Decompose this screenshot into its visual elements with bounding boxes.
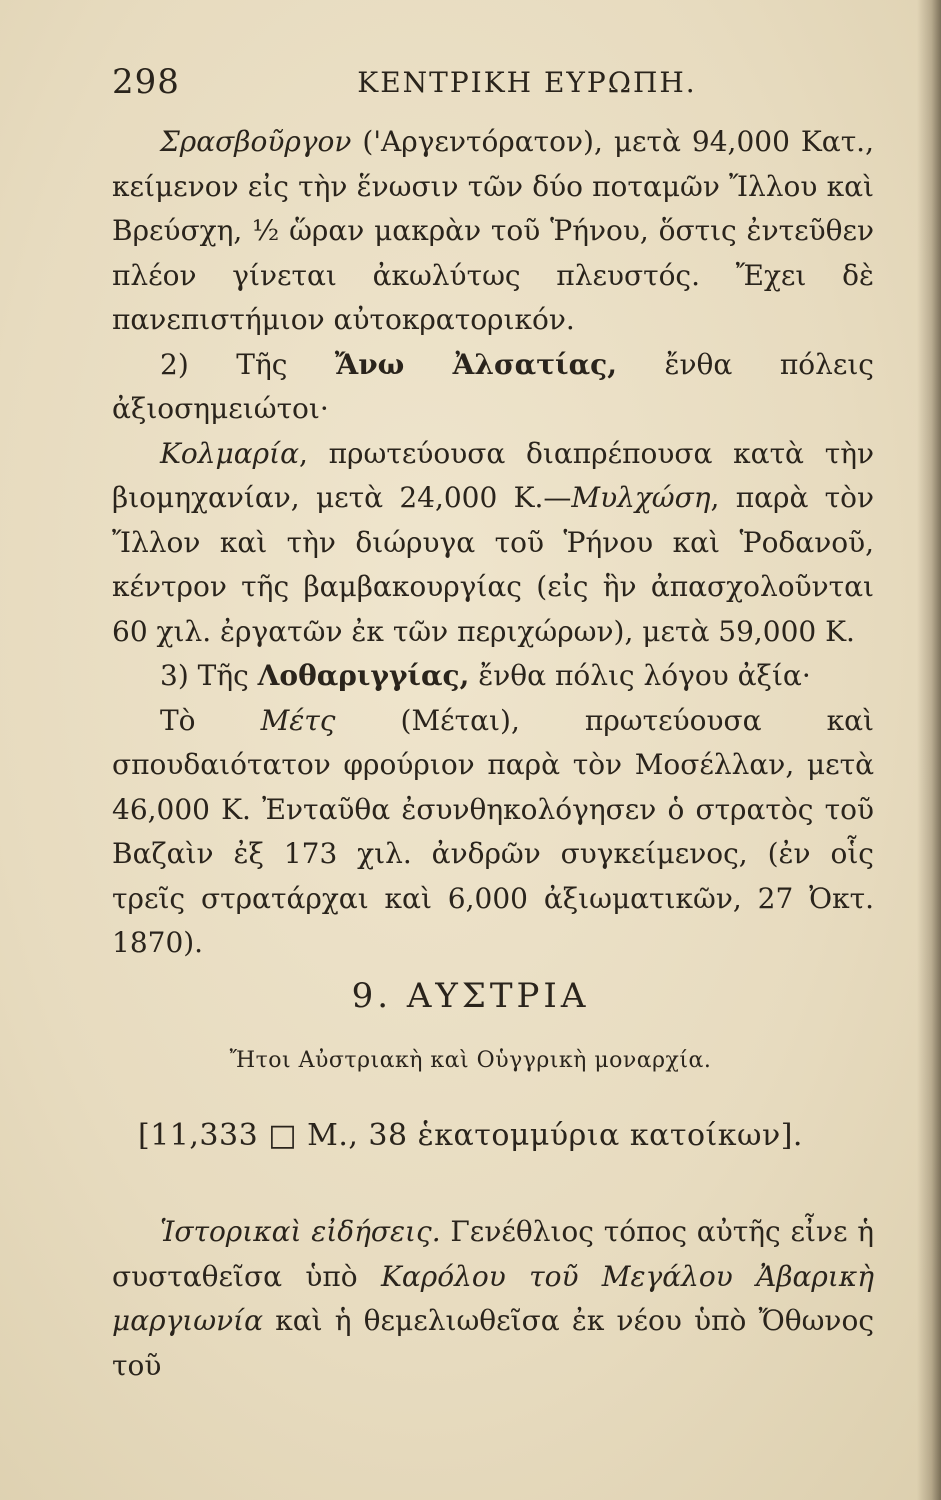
section-number: 2) Τῆς: [160, 347, 335, 381]
paragraph-text: (Μέται), πρωτεύουσα καὶ σπουδαιότατον φρούριον παρὰ τὸν Μοσέλλαν, μετὰ 46,000 Κ. Ἐνταῦθα ἐσυνθηκολόγησεν ὁ στρατὸς τοῦ Βαζαὶν ἐξ 173 χιλ. ἀνδρῶν συγκείμενος, (ἐν οἷς τρεῖς στρατάρχαι καὶ 6,000 ἀξιωματικῶν, 27 Ὀκτ. 1870).: [112, 703, 874, 959]
page-edge-shadow: [917, 0, 941, 1500]
place-name: Μυλχώση: [571, 481, 711, 514]
region-name: Ἄνω Ἀλσατίας,: [334, 347, 617, 381]
paragraph-text: , παρὰ τὸν Ἴλλον καὶ τὴν διώρυγα τοῦ Ῥήνου καὶ Ῥοδανοῦ, κέντρον τῆς βαμβακουργίας (εἰς ἣν ἀπασχολοῦνται 60 χιλ. ἐργατῶν ἐκ τῶν περιχώρων), μετὰ 59,000 Κ.: [112, 481, 875, 648]
paragraph-text: καὶ ἡ θεμελιωθεῖσα ἐκ νέου ὑπὸ Ὄθωνος τοῦ: [112, 1304, 874, 1382]
history-lead: Ἱστορικαὶ εἰδήσεις.: [160, 1215, 441, 1248]
paragraph-text: ('Αργεντόρατον), μετὰ 94,000 Κατ., κείμενον εἰς τὴν ἕνωσιν τῶν δύο ποταμῶν Ἴλλου καὶ Βρεύσχη, ½ ὥραν μακρὰν τοῦ Ῥήνου, ὅστις ἐντεῦθεν πλέον γίνεται ἀκωλύτως πλευστός. Ἔχει δὲ πανεπιστήμιον αὐτοκρατορικόν.: [112, 125, 874, 336]
paragraph-history: [112, 1210, 874, 1388]
region-name: Λοθαριγγίας,: [257, 659, 470, 692]
paragraph-colmar: [112, 432, 874, 655]
page-header: [112, 62, 862, 112]
section-title: 9. ΑΥΣΤΡΙΑ: [351, 976, 590, 1016]
paragraph-lorraine: [112, 654, 874, 699]
section-number: 3) Τῆς: [160, 659, 258, 692]
place-name: Καρόλου τοῦ Μεγάλου Ἀβαρικὴ μαργιωνία: [112, 1259, 875, 1337]
paragraph-text: Τὸ: [160, 703, 261, 737]
page-number: 298: [112, 62, 180, 102]
paragraph-metz: [112, 699, 874, 966]
running-head: ΚΕΝΤΡΙΚΗ ΕΥΡΩΠΗ.: [357, 66, 697, 99]
section-subtitle: Ἤτοι Αὐστριακὴ καὶ Οὑγγρικὴ μοναρχία.: [229, 1048, 712, 1073]
paragraph-upper-alsace: [112, 343, 874, 432]
place-name: Κολμαρία: [160, 436, 299, 470]
place-name: Σρασβοῦργον: [160, 125, 352, 158]
paragraph-text: ἔνθα πόλεις ἀξιοσημειώτοι·: [112, 347, 874, 425]
paragraph-text: , πρωτεύουσα διαπρέπουσα κατὰ τὴν βιομηχανίαν, μετὰ 24,000 Κ.—: [112, 436, 874, 514]
paragraph-strasbourg: [112, 120, 874, 343]
body-text-upper: [112, 120, 874, 966]
place-name: Μέτς: [260, 703, 336, 737]
body-text-lower: [112, 1210, 874, 1388]
section-stats: [11,333 □ Μ., 38 ἑκατομμύρια κατοίκων].: [138, 1118, 803, 1153]
paragraph-text: Γενέθλιος τόπος αὐτῆς εἶνε ἡ συσταθεῖσα ὑπὸ: [112, 1215, 874, 1293]
paragraph-text: ἔνθα πόλις λόγου ἀξία·: [469, 659, 811, 692]
